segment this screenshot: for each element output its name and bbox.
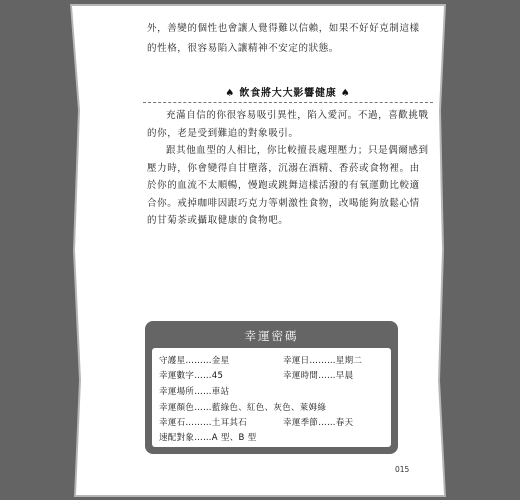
lucky-guardian-star: 守護星………金星 (159, 356, 230, 366)
heading-divider (143, 102, 433, 103)
paragraph-health: 跟其他血型的人相比，你比較擅長處理壓力；只是偶爾感到壓力時，你會變得自甘墮落，沉溺在酒精、香菸或食物裡。由於你的血流不太順暢，慢跑或跳舞這樣活潑的有氧運動比較適合你。戒掉咖啡因跟巧克力等刺激性食物，改喝能夠放鬆心情的甘菊茶或攝取健康的食物吧。 (147, 145, 429, 226)
section-heading: ♠ 飲食將大大影響健康 ♠ (225, 88, 351, 99)
lucky-code-box (145, 321, 398, 454)
lucky-place: 幸運場所……車站 (159, 387, 230, 397)
lucky-number: 幸運數字……45 (159, 371, 224, 381)
intro-paragraph: 外，善變的個性也會讓人覺得難以信賴，如果不好好克制這樣的性格，很容易陷入讓精神不安定的狀態。 (147, 23, 420, 54)
lucky-time: 幸運時間……早晨 (283, 371, 354, 381)
lucky-stone: 幸運石………土耳其石 (159, 418, 248, 428)
lucky-season: 幸運季節……春天 (283, 418, 354, 428)
lucky-match: 速配對象……A 型、B 型 (159, 433, 257, 443)
page-number: 015 (395, 465, 410, 474)
paragraph-love: 充滿自信的你很容易吸引異性，陷入愛河。不過，喜歡挑戰的你，老是受到難追的對象吸引。 (147, 110, 429, 139)
lucky-code-list (152, 348, 391, 447)
section-heading-block (143, 81, 433, 105)
lucky-colors: 幸運顏色……藍綠色、紅色、灰色、萊姆綠 (159, 403, 327, 413)
body-text (147, 107, 429, 230)
lucky-day: 幸運日………星期二 (283, 356, 363, 366)
lucky-code-title: 幸運密碼 (244, 329, 299, 343)
